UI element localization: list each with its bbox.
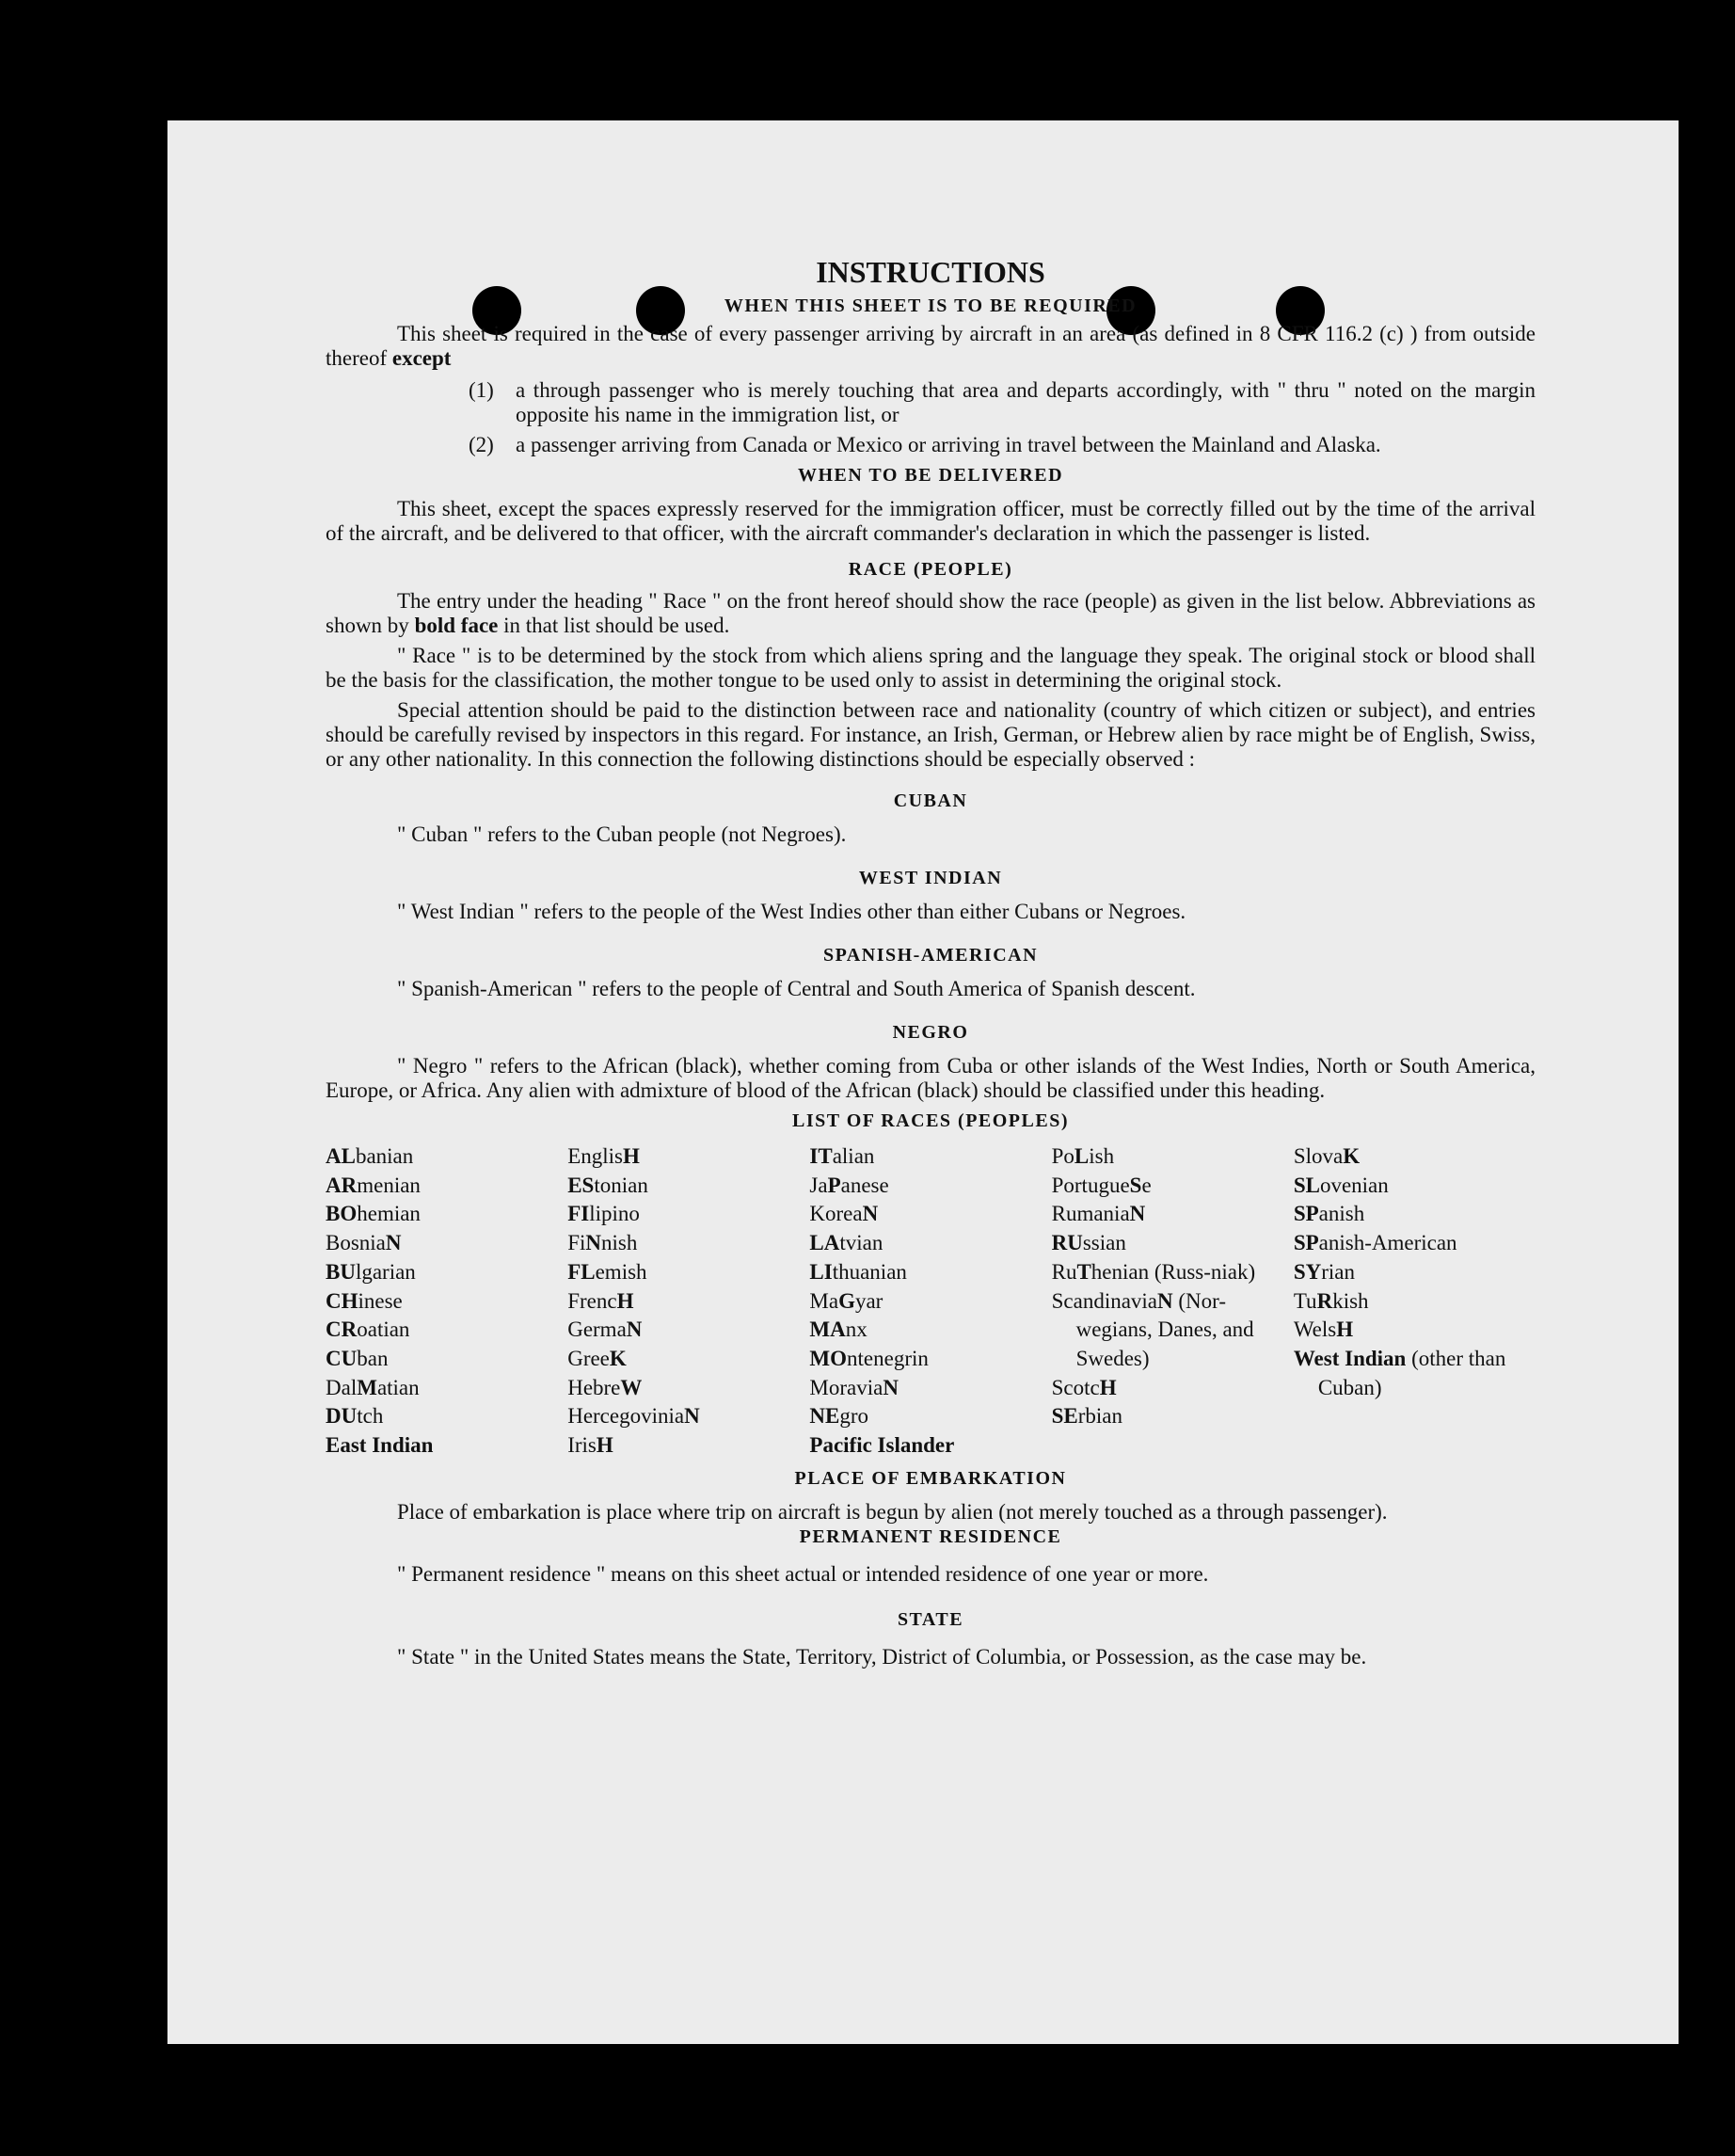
races-column bbox=[809, 1142, 1051, 1461]
race-entry: BUlgarian bbox=[326, 1259, 416, 1284]
race-entry: BOhemian bbox=[326, 1202, 421, 1226]
races-list bbox=[326, 1142, 1536, 1461]
heading-permanent-residence: PERMANENT RESIDENCE bbox=[799, 1525, 1062, 1547]
race-entry: SYrian bbox=[1293, 1259, 1355, 1284]
race-entry: GreeK bbox=[567, 1346, 627, 1370]
race-entry: West Indian (other than Cuban) bbox=[1293, 1346, 1506, 1399]
race-entry: MAnx bbox=[809, 1318, 868, 1342]
heading-spanish-american: SPANISH-AMERICAN bbox=[822, 945, 1039, 966]
heading-embarkation: PLACE OF EMBARKATION bbox=[794, 1467, 1067, 1489]
race-entry: SPanish bbox=[1293, 1202, 1365, 1226]
instructions-text bbox=[326, 254, 1536, 1669]
paragraph: " Race " is to be determined by the stock from which aliens spring and the language they speak. The original stock or blood shall be the basis for the classification, the mother tongue to be used only to assist in determining the original stock. bbox=[326, 644, 1536, 692]
race-entry: SLovenian bbox=[1293, 1173, 1389, 1197]
heading-cuban: CUBAN bbox=[893, 791, 968, 811]
heading-list-of-races: LIST OF RACES (PEOPLES) bbox=[791, 1110, 1069, 1131]
race-entry: FrencH bbox=[567, 1288, 634, 1313]
page-title: INSTRUCTIONS bbox=[816, 255, 1045, 289]
race-entry: PoLish bbox=[1051, 1144, 1115, 1168]
list-item: (2) a passenger arriving from Canada or Mexico or arriving in travel between the Mainland and Alaska. bbox=[469, 433, 1381, 456]
race-entry: KoreaN bbox=[809, 1202, 879, 1226]
paragraph: Place of embarkation is place where trip on aircraft is begun by alien (not merely touched as a through passenger). bbox=[397, 1499, 1388, 1524]
heading-west-indian: WEST INDIAN bbox=[858, 868, 1003, 888]
race-entry: FIlipino bbox=[567, 1202, 640, 1226]
race-entry: NEgro bbox=[809, 1404, 869, 1429]
race-entry: ALbanian bbox=[326, 1144, 414, 1168]
heading-when-required: WHEN THIS SHEET IS TO BE REQUIRED bbox=[724, 295, 1138, 316]
race-entry: LAtvian bbox=[809, 1231, 883, 1255]
race-entry: RuThenian (Russ-niak) bbox=[1051, 1259, 1256, 1284]
paragraph: This sheet is required in the case of every passenger arriving by aircraft in an area (as defined in 8 CFR 116.2 (c) ) from outside thereof except bbox=[326, 322, 1536, 370]
race-entry: EStonian bbox=[567, 1173, 648, 1197]
race-entry: HercegoviniaN bbox=[567, 1404, 700, 1429]
race-entry: IrisH bbox=[567, 1433, 613, 1458]
race-entry: CHinese bbox=[326, 1288, 403, 1313]
race-entry: CUban bbox=[326, 1346, 389, 1370]
paragraph: " Cuban " refers to the Cuban people (not Negroes). bbox=[397, 822, 847, 846]
race-entry: MOntenegrin bbox=[809, 1346, 929, 1370]
race-entry: CRoatian bbox=[326, 1318, 410, 1342]
list-item: (1) a through passenger who is merely touching that area and departs accordingly, with " thru " noted on the margin opposite his name in the immigration list, or bbox=[469, 378, 1536, 426]
race-entry: MaGyar bbox=[809, 1288, 883, 1313]
race-entry: PortugueSe bbox=[1051, 1173, 1152, 1197]
paragraph: Special attention should be paid to the distinction between race and nationality (country of which citizen or subject), and entries should be carefully revised by inspectors in this regard. For instance, an Irish, German, or Hebrew alien by race might be of English, Swiss, or any other nationality. In this connection the following distinctions should be especially observed : bbox=[326, 698, 1536, 771]
race-entry: MoraviaN bbox=[809, 1375, 899, 1399]
race-entry: DUtch bbox=[326, 1404, 384, 1429]
race-entry: East Indian bbox=[326, 1433, 434, 1458]
race-entry: DalMatian bbox=[326, 1375, 420, 1399]
race-entry: GermaN bbox=[567, 1318, 643, 1342]
race-entry: SErbian bbox=[1051, 1404, 1123, 1429]
race-entry: ARmenian bbox=[326, 1173, 421, 1197]
races-column bbox=[1294, 1142, 1536, 1461]
race-entry: Pacific Islander bbox=[809, 1433, 955, 1458]
heading-negro: NEGRO bbox=[892, 1022, 969, 1043]
race-entry: SPanish-American bbox=[1293, 1231, 1457, 1255]
paragraph: " Spanish-American " refers to the people of Central and South America of Spanish descent. bbox=[397, 977, 1196, 1000]
paragraph: The entry under the heading " Race " on the front hereof should show the race (people) as given in the list below. Abbreviations as shown by bold face in that list should be used. bbox=[326, 589, 1536, 637]
race-entry: ScandinaviaN (Nor-wegians, Danes, and Swedes) bbox=[1051, 1288, 1254, 1370]
races-column bbox=[567, 1142, 809, 1461]
race-entry: ITalian bbox=[809, 1144, 875, 1168]
race-entry: SlovaK bbox=[1293, 1144, 1361, 1168]
race-entry: ScotcH bbox=[1051, 1375, 1117, 1399]
race-entry: FLemish bbox=[567, 1259, 647, 1284]
race-entry: RumaniaN bbox=[1051, 1202, 1146, 1226]
paragraph: " Negro " refers to the African (black), whether coming from Cuba or other islands of the West Indies, North or South America, Europe, or Africa. Any alien with admixture of blood of the African (black) should be classified under this heading. bbox=[326, 1054, 1536, 1102]
paragraph: " West Indian " refers to the people of the West Indies other than either Cubans or Negroes. bbox=[397, 900, 1186, 923]
races-column bbox=[326, 1142, 567, 1461]
race-entry: JaPanese bbox=[809, 1173, 889, 1197]
heading-race: RACE (PEOPLE) bbox=[848, 559, 1013, 580]
race-entry: FiNnish bbox=[567, 1231, 638, 1255]
heading-state: STATE bbox=[897, 1608, 964, 1630]
race-entry: EnglisH bbox=[567, 1144, 640, 1168]
race-entry: BosniaN bbox=[326, 1231, 402, 1255]
race-entry: HebreW bbox=[567, 1375, 643, 1399]
races-column bbox=[1052, 1142, 1294, 1461]
race-entry: LIthuanian bbox=[809, 1259, 907, 1284]
heading-when-delivered: WHEN TO BE DELIVERED bbox=[797, 465, 1064, 486]
paragraph: " Permanent residence " means on this sheet actual or intended residence of one year or more. bbox=[397, 1561, 1209, 1586]
race-entry: TuRkish bbox=[1293, 1288, 1369, 1313]
race-entry: RUssian bbox=[1051, 1231, 1126, 1255]
paragraph: " State " in the United States means the State, Territory, District of Columbia, or Possession, as the case may be. bbox=[397, 1644, 1367, 1669]
paragraph: This sheet, except the spaces expressly reserved for the immigration officer, must be correctly filled out by the time of the arrival of the aircraft, and be delivered to that officer, with the aircraft commander's declaration in which the passenger is listed. bbox=[326, 497, 1536, 545]
race-entry: WelsH bbox=[1293, 1318, 1354, 1342]
